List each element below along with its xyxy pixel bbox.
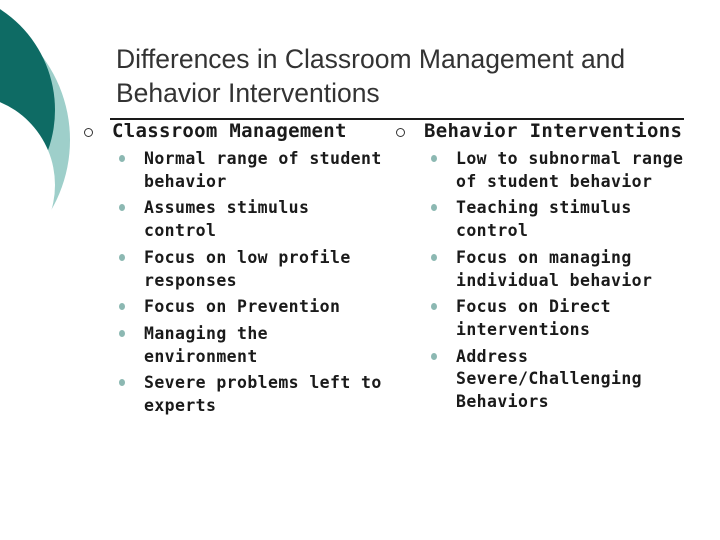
bullet-dot-icon [431, 204, 437, 211]
list-item [84, 372, 384, 417]
bullet-dot-icon [431, 155, 437, 162]
list-item [396, 148, 696, 193]
classroom-management-column [84, 118, 384, 418]
list-item-text: Focus on managing individual behavior [456, 247, 653, 290]
list-item-text: Managing the environment [144, 323, 269, 366]
bullet-dot-icon [119, 155, 125, 162]
bullet-dot-icon [119, 254, 125, 261]
list-item [396, 247, 696, 292]
column-heading [84, 118, 384, 144]
list-item-text: Teaching stimulus control [456, 198, 632, 241]
list-item [84, 197, 384, 242]
classroom-management-list [84, 148, 384, 418]
list-item-text: Focus on Prevention [144, 297, 341, 317]
behavior-interventions-list [396, 148, 696, 414]
bullet-dot-icon [431, 353, 437, 360]
list-item [396, 296, 696, 341]
column-heading [396, 118, 696, 144]
bullet-dot-icon [119, 303, 125, 310]
bullet-dot-icon [431, 254, 437, 261]
list-item-text: Low to subnormal range of student behavior [456, 149, 684, 191]
bullet-dot-icon [431, 303, 437, 310]
list-item-text: Focus on low profile responses [144, 247, 351, 290]
column-heading-text: Behavior Interventions [424, 120, 683, 142]
list-item [84, 296, 384, 319]
list-item [84, 323, 384, 368]
bullet-dot-icon [119, 204, 125, 211]
list-item-text: Severe problems left to experts [144, 373, 382, 416]
list-item [396, 346, 696, 414]
list-item-text: Assumes stimulus control [144, 198, 310, 241]
slide-title: Differences in Classroom Management and Behavior Interventions [116, 44, 626, 108]
ring-bullet-icon [84, 128, 93, 137]
list-item [84, 148, 384, 193]
bullet-dot-icon [119, 379, 125, 386]
list-item-text: Address Severe/Challenging Behaviors [456, 346, 643, 412]
ring-bullet-icon [396, 128, 405, 137]
list-item [396, 197, 696, 242]
list-item-text: Focus on Direct interventions [456, 297, 612, 339]
list-item [84, 247, 384, 292]
list-item-text: Normal range of student behavior [144, 149, 382, 191]
column-heading-text: Classroom Management [112, 120, 347, 142]
bullet-dot-icon [119, 330, 125, 337]
behavior-interventions-column [396, 118, 696, 414]
